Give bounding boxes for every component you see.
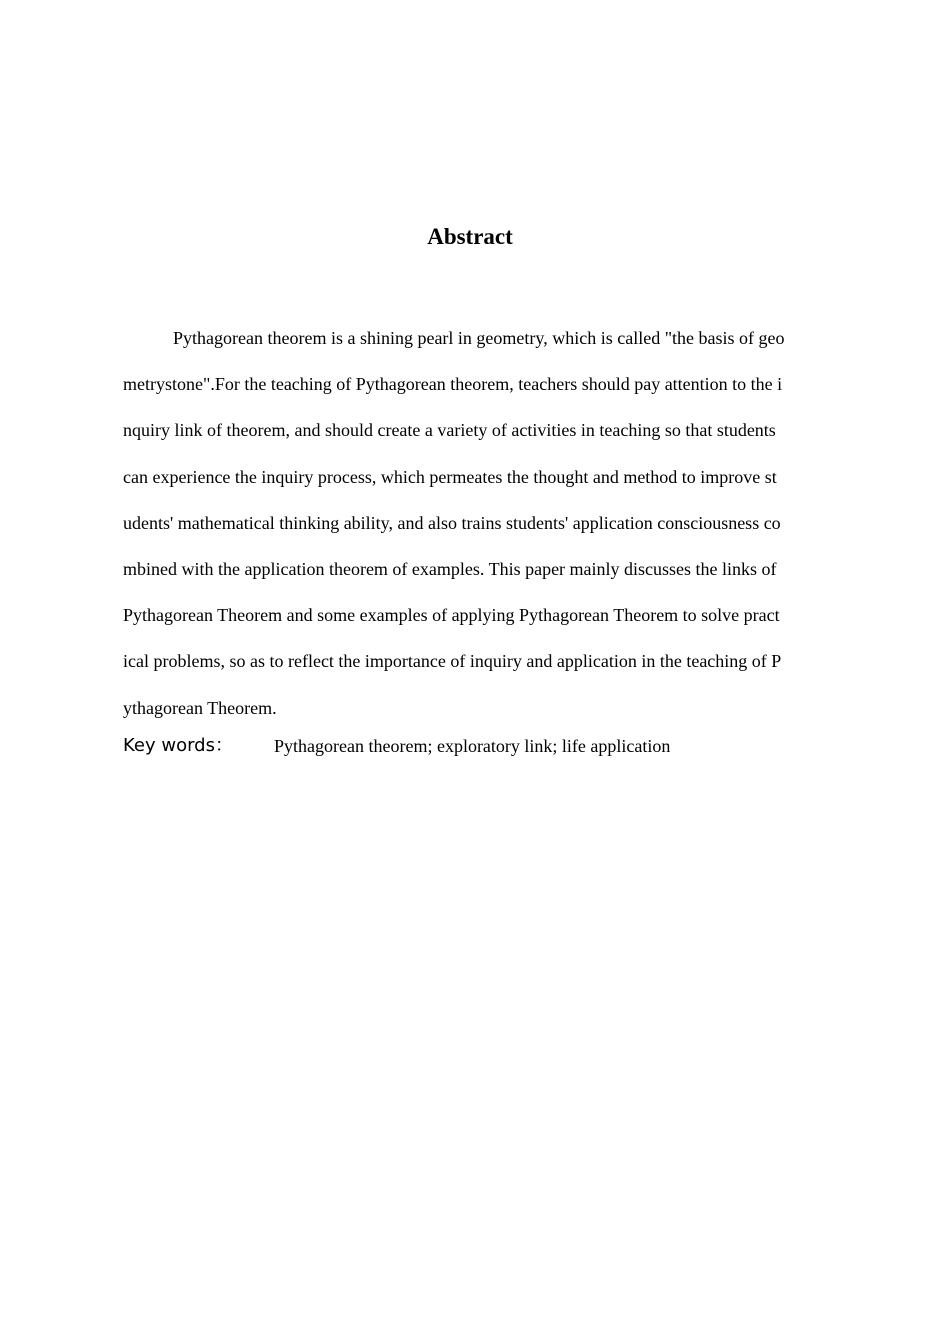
abstract-line: can experience the inquiry process, which permeates the thought and method to improve st <box>123 466 777 487</box>
abstract-line: ical problems, so as to reflect the importance of inquiry and application in the teaching of P <box>123 651 782 672</box>
abstract-line: Pythagorean Theorem and some examples of applying Pythagorean Theorem to solve pract <box>123 605 780 626</box>
abstract-line: mbined with the application theorem of examples. This paper mainly discusses the links of <box>123 558 777 579</box>
abstract-line: Pythagorean theorem is a shining pearl in geometry, which is called "the basis of geo <box>173 328 785 348</box>
abstract-body <box>123 315 843 731</box>
abstract-line: ythagorean Theorem. <box>123 697 277 718</box>
keywords-label: Key words： <box>123 735 233 756</box>
abstract-line: nquiry link of theorem, and should create a variety of activities in teaching so that students <box>123 420 776 441</box>
abstract-line: metrystone".For the teaching of Pythagorean theorem, teachers should pay attention to the i <box>123 374 783 395</box>
abstract-line: udents' mathematical thinking ability, and also trains students' application consciousness co <box>123 512 781 533</box>
keywords-text: Pythagorean theorem; exploratory link; life application <box>274 736 671 756</box>
abstract-title: Abstract <box>427 224 513 249</box>
